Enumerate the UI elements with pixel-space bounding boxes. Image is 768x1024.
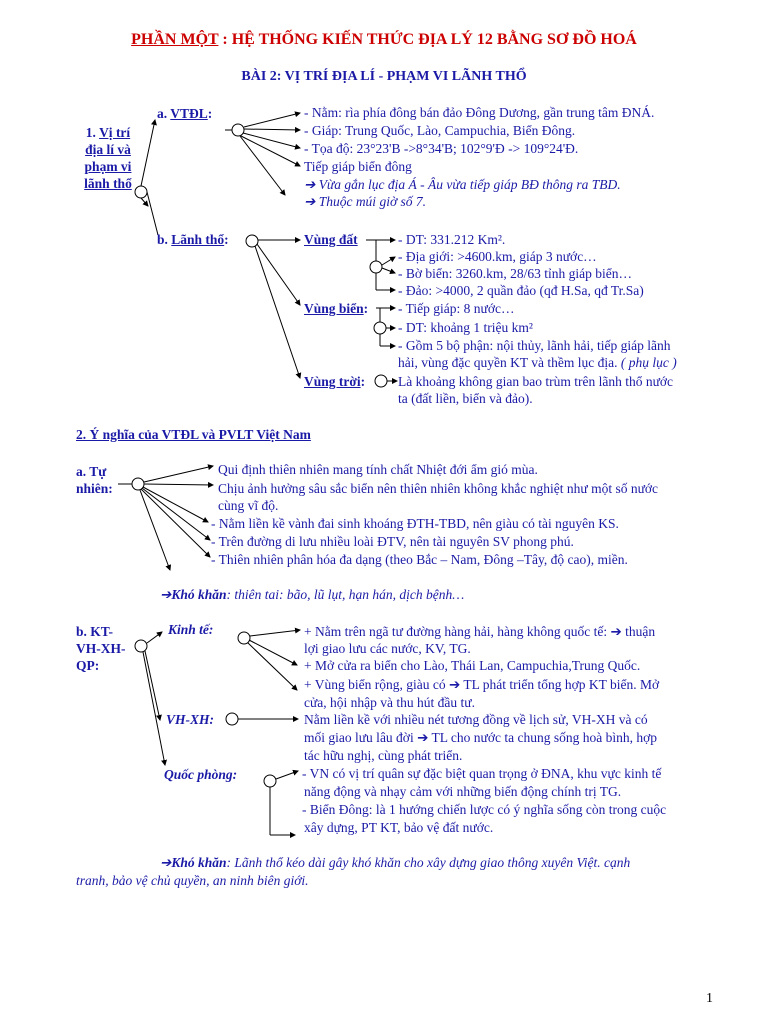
root-line1: Vị trí: [99, 125, 131, 140]
tu-nhien-item: - Trên đường di lưu nhiều loài ĐTV, nên tài nguyên SV phong phú.: [211, 534, 574, 549]
vtdl-suffix: :: [207, 106, 213, 121]
kinh-te-item: cửa, hội nhập và thu hút đầu tư.: [304, 695, 475, 710]
page-title: [0, 30, 768, 50]
quoc-phong-label: Quốc phòng:: [164, 767, 238, 782]
phu-luc-note: ( phụ lục ): [620, 355, 677, 370]
tu-nhien-item: - Thiên nhiên phân hóa đa dạng (theo Bắc – Nam, Đông –Tây, độ cao), miền.: [211, 552, 628, 567]
vung-troi-line: Là khoảng không gian bao trùm trên lãnh thổ nước: [398, 374, 674, 389]
kinh-te-text: + Vùng biển rộng, giàu có: [304, 677, 446, 692]
arrow-right-icon: ➔: [448, 677, 461, 692]
vung-bien-item: [398, 354, 677, 371]
lanh-tho-text: Lãnh thổ: [171, 232, 225, 247]
tu-nhien-item: cùng vĩ độ.: [218, 498, 279, 513]
root-num: 1.: [85, 125, 96, 140]
vung-bien-text-line: hải, vùng đặc quyền KT và thềm lục địa.: [398, 355, 618, 370]
kinh-te-item: [304, 623, 655, 640]
vung-bien-item: - Gồm 5 bộ phận: nội thủy, lãnh hải, tiếp giáp lãnh: [398, 338, 671, 353]
kinh-te-item: [304, 676, 659, 693]
kinh-te-text: TL phát triển tổng hợp KT biển. Mở: [463, 677, 660, 692]
arrow-right-icon: ➔: [610, 624, 622, 639]
vung-troi-line: ta (đất liền, biển và đảo).: [398, 391, 533, 406]
kt-label3: QP:: [76, 658, 100, 673]
vung-dat-item: - DT: 331.212 Km².: [398, 232, 506, 247]
vung-bien-item: - DT: khoảng 1 triệu km²: [398, 320, 533, 335]
lanh-tho-label: [157, 231, 229, 248]
kho-khan-2-label: Khó khăn: [171, 855, 227, 870]
vung-dat-item: - Đảo: >4000, 2 quần đảo (qđ H.Sa, qđ Tr.Sa): [398, 283, 644, 298]
arrow-right-icon: ➔: [160, 855, 172, 870]
vtdl-label: [157, 105, 212, 122]
lanh-tho-prefix: b.: [157, 232, 168, 247]
kinh-te-label: Kinh tế:: [168, 622, 214, 637]
title-rest: : HỆ THỐNG KIẾN THỨC ĐỊA LÝ 12 BẰNG SƠ ĐỒ HOÁ: [218, 31, 637, 48]
vung-dat-label: Vùng đất: [304, 232, 358, 247]
kho-khan-1-label: Khó khăn: [171, 587, 227, 602]
kt-label2: VH-XH-: [76, 641, 126, 656]
vung-bien-text: Vùng biển: [304, 301, 364, 316]
kinh-te-text: thuận: [625, 624, 656, 639]
vhxh-text: mối giao lưu lâu đời: [304, 730, 414, 745]
kt-label1: b. KT-: [76, 624, 114, 639]
vhxh-text: TL cho nước ta chung sống hoà bình, hợp: [431, 730, 657, 745]
vtdl-item-text: Vừa gắn lục địa Á - Âu vừa tiếp giáp BĐ thông ra TBD.: [318, 177, 621, 192]
arrow-right-icon: ➔: [160, 587, 172, 602]
vtdl-item: - Tọa độ: 23°23'B ->8°34'B; 102°9'Đ -> 109°24'Đ.: [304, 141, 579, 156]
kho-khan-2-text: : Lãnh thổ kéo dài gây khó khăn cho xây dựng giao thông xuyên Việt. cạnh: [226, 855, 631, 870]
vtdl-item: Tiếp giáp biển đông: [304, 159, 412, 174]
lanh-tho-suffix: :: [224, 232, 229, 247]
kinh-te-item: lợi giao lưu các nước, KV, TG.: [304, 641, 471, 656]
arrow-right-icon: ➔: [304, 194, 316, 209]
vhxh-line: [304, 729, 657, 746]
title-prefix: PHẦN MỘT: [131, 31, 219, 48]
tu-nhien-item: Chịu ảnh hưởng sâu sắc biển nên thiên nhiên không khắc nghiệt như một số nước: [218, 481, 659, 496]
tu-nhien-label1: a. Tự: [76, 464, 107, 479]
section2-title: 2. Ý nghĩa của VTĐL và PVLT Việt Nam: [76, 427, 311, 442]
vung-bien-label: Vùng biển:: [304, 301, 369, 316]
lesson-title: BÀI 2: VỊ TRÍ ĐỊA LÍ - PHẠM VI LÃNH THỔ: [241, 69, 527, 84]
quoc-phong-line: - VN có vị trí quân sự đặc biệt quan trọng ở ĐNA, khu vực kinh tế: [302, 766, 662, 781]
kho-khan-1-text: : thiên tai: bão, lũ lụt, hạn hán, dịch bệnh…: [226, 587, 465, 602]
vtdl-item: [304, 193, 426, 210]
kho-khan-2: [160, 854, 630, 871]
vung-bien-item: - Tiếp giáp: 8 nước…: [398, 301, 515, 316]
tu-nhien-item: - Nằm liền kề vành đai sinh khoáng ĐTH-TBD, nên giàu có tài nguyên KS.: [211, 516, 619, 531]
root-line4: lãnh thổ: [84, 176, 132, 191]
vhxh-line: tác hữu nghị, cùng phát triển.: [304, 748, 463, 763]
vung-dat-item: - Bờ biển: 3260.km, 28/63 tỉnh giáp biển…: [398, 266, 632, 281]
page-number: 1: [706, 991, 713, 1006]
vtdl-item-text: Thuộc múi giờ số 7.: [318, 194, 427, 209]
vtdl-text: VTĐL: [170, 106, 208, 121]
vhxh-line: Nằm liền kề với nhiều nét tương đồng về lịch sử, VH-XH và có: [304, 712, 648, 727]
section1-root: [76, 124, 140, 141]
kinh-te-text: + Nằm trên ngã tư đường hàng hải, hàng không quốc tế:: [304, 624, 608, 639]
vung-troi-text: Vùng trời: [304, 374, 361, 389]
tu-nhien-label2: nhiên:: [76, 481, 113, 496]
vung-dat-item: - Địa giới: >4600.km, giáp 3 nước…: [398, 249, 597, 264]
quoc-phong-line: xây dựng, PT KT, bảo vệ đất nước.: [304, 820, 494, 835]
tu-nhien-item: Qui định thiên nhiên mang tính chất Nhiệt đới ẩm gió mùa.: [218, 462, 538, 477]
kho-khan-1: [160, 586, 464, 603]
vtdl-item: - Nằm: rìa phía đông bán đảo Đông Dương, gần trung tâm ĐNÁ.: [304, 105, 655, 120]
vtdl-item: [304, 176, 621, 193]
root-line3: phạm vi: [84, 159, 132, 174]
root-line2: địa lí và: [85, 142, 131, 157]
quoc-phong-line: năng động và nhạy cảm với những biến động chính trị TG.: [304, 784, 622, 799]
arrow-right-icon: ➔: [304, 177, 316, 192]
kinh-te-item: + Mở cửa ra biển cho Lào, Thái Lan, Campuchia,Trung Quốc.: [304, 658, 641, 673]
kho-khan-2-line2: tranh, bảo vệ chủ quyền, an ninh biên giới.: [76, 873, 309, 888]
arrow-right-icon: ➔: [417, 730, 429, 745]
vtdl-prefix: a.: [157, 106, 168, 121]
quoc-phong-line: - Biển Đông: là 1 hướng chiến lược có ý nghĩa sống còn trong cuộc: [302, 802, 667, 817]
vtdl-item: - Giáp: Trung Quốc, Lào, Campuchia, Biển Đông.: [304, 123, 576, 138]
vung-troi-label: Vùng trời:: [304, 374, 366, 389]
vhxh-label: VH-XH:: [166, 712, 215, 727]
